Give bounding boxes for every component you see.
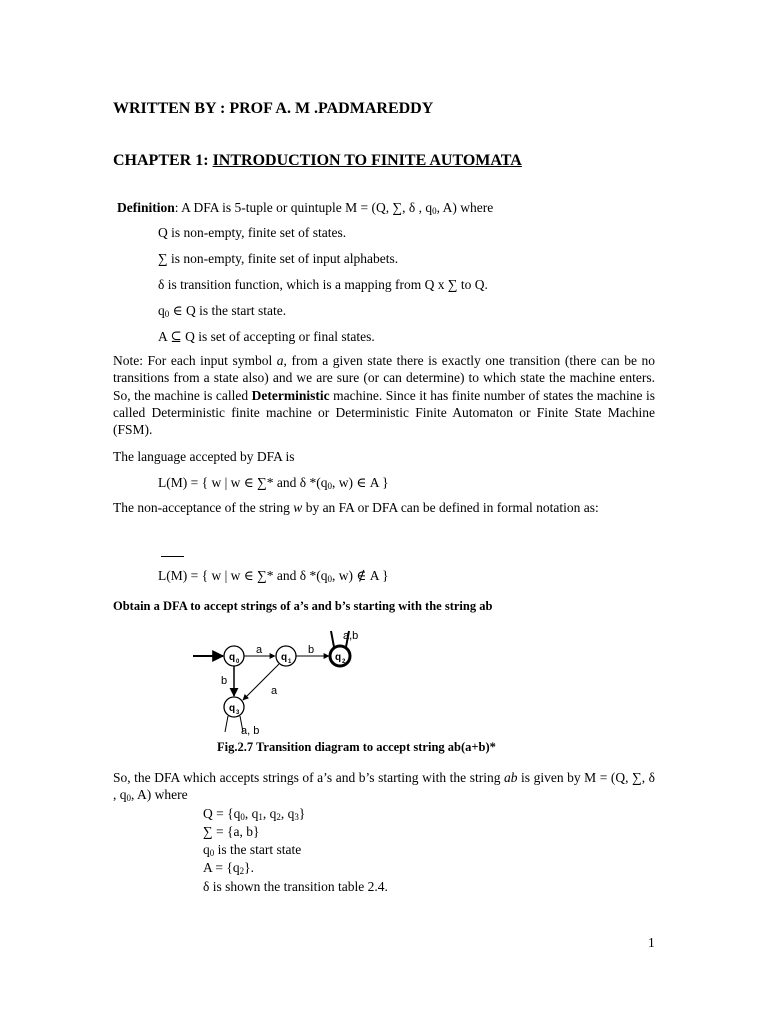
page-number: 1 <box>648 935 655 950</box>
def-item-q: Q is non-empty, finite set of states. <box>158 225 347 240</box>
svg-text:q: q <box>229 703 236 714</box>
svg-text:0: 0 <box>236 659 240 665</box>
edge-label-q1-q3: a <box>271 685 278 697</box>
chapter-prefix: CHAPTER 1: <box>113 152 213 169</box>
definition-text-end: , A) where <box>436 200 494 215</box>
definition-text: : A DFA is 5-tuple or quintuple M = (Q, ∑, δ , q <box>174 200 433 215</box>
figure-caption: Fig.2.7 Transition diagram to accept string ab(a+b)* <box>217 740 496 754</box>
edge-label-q3-loop: a, b <box>241 725 260 737</box>
component-accept-set: $A = \{q_2\}$. <box>203 860 254 876</box>
component-q-set: $Q = \{q_0$, $q_1$, $q_2$, $q_3$} <box>203 806 306 822</box>
edge-label-q2-loop: a,b <box>343 630 359 642</box>
definition-label: Definition <box>117 200 175 215</box>
edge-label-q0-q1: a <box>256 644 263 656</box>
author-line: WRITTEN BY : PROF A. M .PADMAREDDY <box>113 100 434 117</box>
svg-text:2: 2 <box>342 659 346 665</box>
def-item-sigma: ∑ is non-empty, finite set of input alphabets. <box>158 251 399 266</box>
component-start-state: $q_0$ is the start state <box>203 842 302 858</box>
svg-text:q: q <box>335 652 342 663</box>
svg-text:1: 1 <box>288 659 292 665</box>
chapter-title: INTRODUCTION TO FINITE AUTOMATA <box>212 152 522 169</box>
language-reject-formula: L(M) = { w | w ∈ ∑* and δ $*(q_0$, w) ∉ A } <box>158 568 389 584</box>
dfa-diagram <box>185 618 385 743</box>
problem-heading: Obtain a DFA to accept strings of a’s and b’s starting with the string ab <box>113 599 493 613</box>
svg-text:q: q <box>229 652 236 663</box>
language-intro: The language accepted by DFA is <box>113 449 295 464</box>
svg-text:3: 3 <box>236 710 240 716</box>
state-q3 <box>224 697 244 717</box>
nonaccept-paragraph: The non-acceptance of the string w by an FA or DFA can be defined in formal notation as: <box>113 500 599 515</box>
def-item-delta: δ is transition function, which is a mapping from Q x ∑ to Q. <box>158 277 488 292</box>
component-sigma-set: ∑ = {a, b} <box>203 824 260 839</box>
state-q1 <box>276 646 296 666</box>
component-delta: δ is shown the transition table 2.4. <box>203 879 388 894</box>
chapter-heading <box>113 152 522 170</box>
edge-label-q1-q2: b <box>308 644 315 656</box>
so-paragraph: So, the DFA which accepts strings of a’s and b’s starting with the string ab is given by M = (Q, ∑, δ , $q_0$, A) where <box>113 770 655 804</box>
definition-line: Definition: A DFA is 5-tuple or quintuple M = (Q, ∑, δ , $q_0$, A) where <box>117 200 494 216</box>
state-q2-accepting <box>330 646 350 666</box>
note-paragraph: Note: For each input symbol a, from a given state there is exactly one transition (there can be no transitions from a state also) and we are sure (or can determine) to which state the machine enters. So, the machine is called Deterministic machine. Since it has finite number of states the machine is called Deterministic finite machine or Deterministic Finite Automaton or Finite State Machine (FSM). <box>113 353 655 438</box>
state-q0 <box>224 646 244 666</box>
svg-text:q: q <box>281 652 288 663</box>
language-accept-formula: L(M) = { w | w ∈ ∑* and δ $*(q_0$, w) ∈ A } <box>158 475 389 491</box>
complement-bar <box>161 556 184 557</box>
def-item-accept: A ⊆ Q is set of accepting or final states. <box>158 329 375 344</box>
def-item-start: $q_0$ ∈ Q is the start state. <box>158 303 287 319</box>
edge-label-q0-q3: b <box>221 675 228 687</box>
